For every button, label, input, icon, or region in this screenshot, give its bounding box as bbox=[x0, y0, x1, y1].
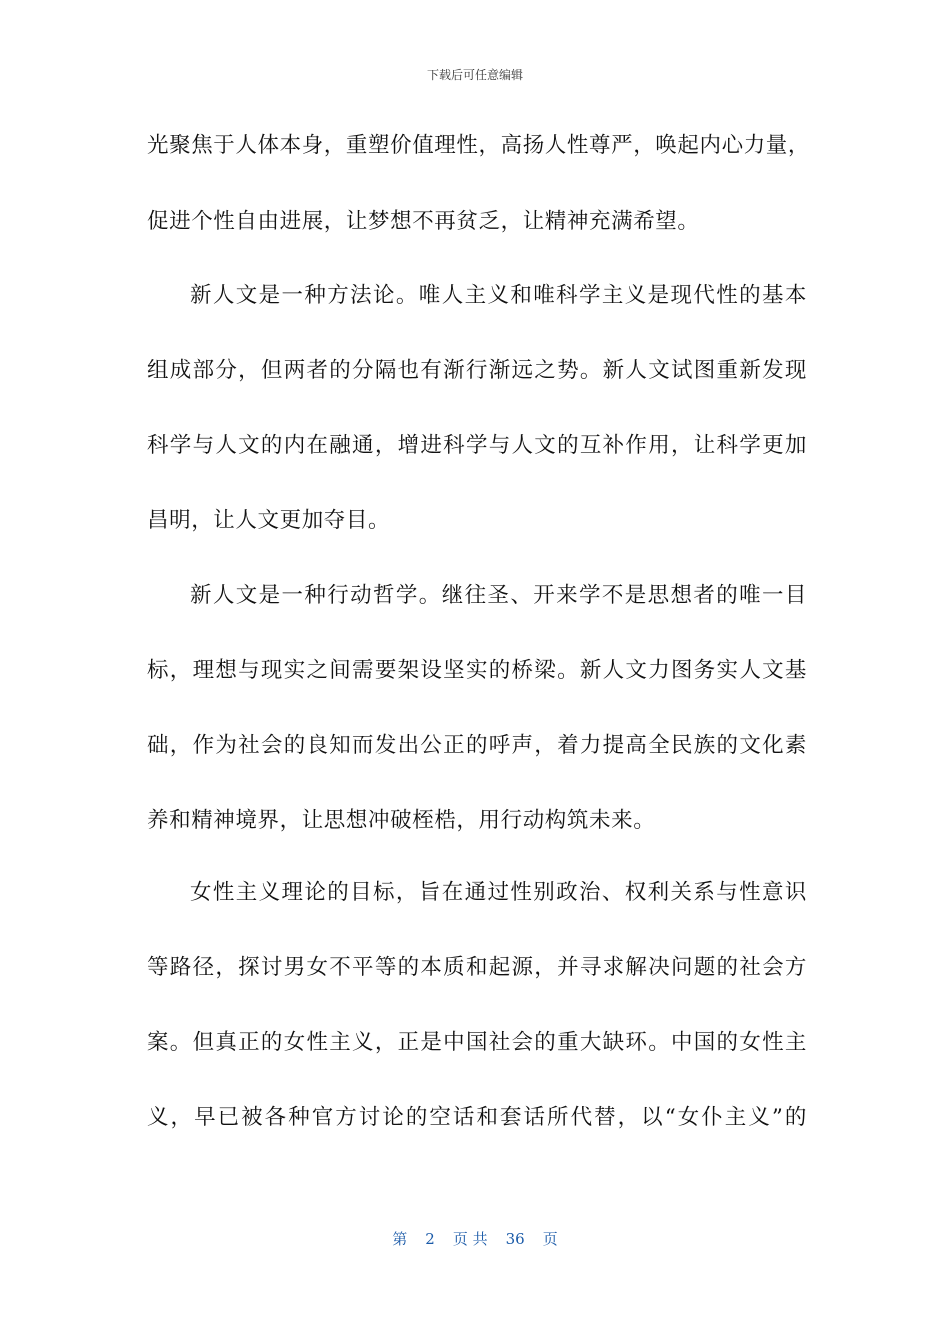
footer-suffix: 页 bbox=[542, 1230, 558, 1248]
text-line: 等路径，探讨男女不平等的本质和起源，并寻求解决问题的社会方 bbox=[147, 955, 807, 980]
footer-page-number: 2 bbox=[425, 1230, 435, 1248]
text-line: 促进个性自由进展，让梦想不再贫乏，让精神充满希望。 bbox=[147, 209, 700, 234]
text-line: 科学与人文的内在融通，增进科学与人文的互补作用，让科学更加 bbox=[147, 433, 807, 458]
text-line: 女性主义理论的目标，旨在通过性别政治、权利关系与性意识 bbox=[190, 880, 807, 905]
text-line: 础，作为社会的良知而发出公正的呼声，着力提高全民族的文化素 bbox=[147, 733, 807, 758]
text-line: 昌明，让人文更加夺目。 bbox=[147, 508, 391, 533]
text-line: 标，理想与现实之间需要架设坚实的桥梁。新人文力图务实人文基 bbox=[147, 658, 807, 683]
text-line: 案。但真正的女性主义，正是中国社会的重大缺环。中国的女性主 bbox=[147, 1030, 807, 1055]
text-line: 义，早已被各种官方讨论的空话和套话所代替，以“女仆主义”的 bbox=[147, 1105, 807, 1130]
page-footer bbox=[0, 1228, 950, 1249]
text-line: 养和精神境界，让思想冲破桎梏，用行动构筑未来。 bbox=[147, 808, 656, 833]
text-line: 新人文是一种方法论。唯人主义和唯科学主义是现代性的基本 bbox=[190, 283, 807, 308]
text-line: 组成部分，但两者的分隔也有渐行渐远之势。新人文试图重新发现 bbox=[147, 358, 807, 383]
footer-total-pages: 36 bbox=[505, 1230, 525, 1248]
text-line: 光聚焦于人体本身，重塑价值理性，高扬人性尊严，唤起内心力量， bbox=[147, 133, 811, 158]
footer-middle: 页 共 bbox=[452, 1230, 488, 1248]
text-line: 新人文是一种行动哲学。继往圣、开来学不是思想者的唯一目 bbox=[190, 583, 807, 608]
page-header: 下载后可任意编辑 bbox=[426, 68, 523, 82]
footer-prefix: 第 bbox=[392, 1230, 408, 1248]
